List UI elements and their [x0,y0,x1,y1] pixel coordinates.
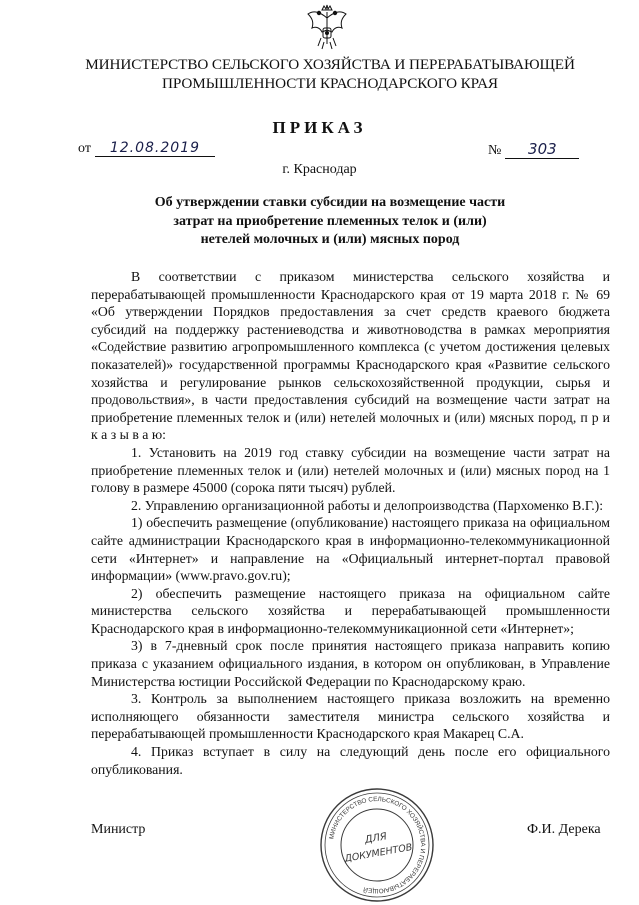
stamp-text-2: ДОКУМЕНТОВ [343,842,414,865]
date-prefix: от [78,141,91,156]
paragraph-subitem-2: 2) обеспечить размещение настоящего приказа на официальном сайте министерства сельского хозяйства и перерабатывающей промышленности Краснодарского края в информационно-телекоммуникационной сети «Интернет»; [91,585,610,636]
coat-of-arms-icon [306,4,348,50]
paragraph-item-4: 4. Приказ вступает в силу на следующий день после его официального опубликования. [91,744,610,777]
subject-line-3: нетелей молочных и (или) мясных пород [200,232,460,247]
order-number [488,140,579,159]
paragraph-subitem-3: 3) в 7-дневный срок после принятия настоящего приказа направить копию приказа с указанием официального издания, в котором он опубликован, в Управление Министерства юстиции Российской Федерации по Краснодарскому краю. [91,638,610,689]
paragraph-item-2: 2. Управлению организационной работы и делопроизводства (Пархоменко В.Г.): [131,497,604,513]
stamp-ring-text: МИНИСТЕРСТВО СЕЛЬСКОГО ХОЗЯЙСТВА И ПЕРЕРАБАТЫВАЮЩЕЙ [328,795,427,895]
stamp-text-1: ДЛЯ [363,831,388,846]
subject-line-2: затрат на приобретение племенных телок и (или) [173,213,487,229]
signer-name: Ф.И. Дерека [527,822,601,837]
number-handwritten: 303 [505,140,579,159]
order-title: ПРИКАЗ [272,118,367,137]
paragraph-preamble: В соответствии с приказом министерства сельского хозяйства и перерабатывающей промышленности Краснодарского края от 19 марта 2018 г. № 69 «Об утверждении Порядков предоставления за счет средств краевого бюджета субсидий на поддержку растениеводства и животноводства в рамках мероприятия «Содействие развитию агропромышленного комплекса (с учетом достижения целевых показателей)» государственной программы Краснодарского края «Развитие сельского хозяйства и регулирование рынков сельскохозяйственной продукции, сырья и продовольствия», в части предоставления субсидий на возмещение части затрат на приобретение племенных телок и (или) нетелей молочных и (или) мясных пород, п р и к а з ы в а ю: [91,269,610,443]
ministry-name [60,55,600,93]
subject-line-1: Об утверждении ставки субсидии на возмещение части [154,195,506,210]
signer-position: Министр [91,822,146,837]
round-stamp-icon [318,786,436,904]
paragraph-item-1: 1. Установить на 2019 год ставку субсидии на возмещение части затрат на приобретение племенных телок и (или) нетелей молочных и (или) мясных пород на 1 голову в размере 45000 (сорока пяти тысяч) рублей. [91,444,610,496]
date-handwritten: 12.08.2019 [95,140,215,157]
ministry-line-2: ПРОМЫШЛЕННОСТИ КРАСНОДАРСКОГО КРАЯ [162,75,498,92]
order-body [91,268,610,778]
paragraph-subitem-1: 1) обеспечить размещение (опубликование) настоящего приказа на официальном сайте администрации Краснодарского края в информационно-телекоммуникационной сети «Интернет» и направление на «Официальный интернет-портал правовой информации» (www.pravo.gov.ru); [91,515,610,584]
order-date [78,140,215,157]
city: г. Краснодар [282,162,357,177]
ministry-line-1: МИНИСТЕРСТВО СЕЛЬСКОГО ХОЗЯЙСТВА И ПЕРЕРАБАТЫВАЮЩЕЙ [85,56,575,73]
paragraph-item-3: 3. Контроль за выполнением настоящего приказа возложить на временно исполняющего обязанности заместителя министра сельского хозяйства и перерабатывающей промышленности Краснодарского края Макарец С.А. [91,691,610,742]
order-subject [120,194,540,250]
number-prefix: № [488,143,502,158]
